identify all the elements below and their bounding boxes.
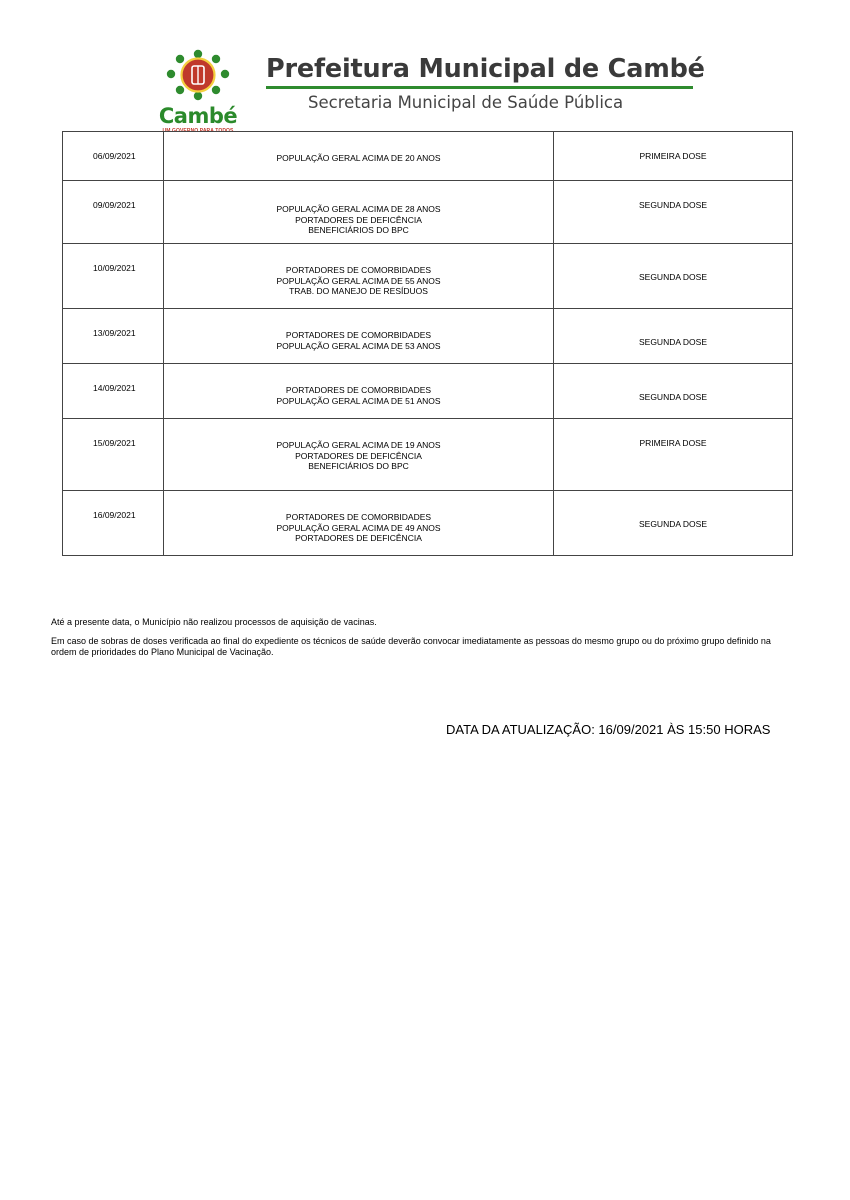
- target-group: PORTADORES DE COMORBIDADES: [285, 330, 432, 340]
- target-group: PORTADORES DE DEFICÊNCIA: [295, 214, 422, 225]
- cell-target-groups: [164, 244, 554, 309]
- cambe-emblem-icon: [152, 48, 244, 108]
- table-row: [63, 132, 793, 181]
- logo-wordmark: Cambé: [158, 104, 238, 128]
- target-group: TRAB. DO MANEJO DE RESÍDUOS: [289, 286, 428, 296]
- vaccination-schedule-table: [62, 131, 793, 556]
- logo-slogan: UM GOVERNO PARA TODOS: [162, 128, 234, 134]
- table-row: [63, 181, 793, 244]
- acquisition-note: Até a presente data, o Município não realizou processos de aquisição de vacinas.: [51, 617, 377, 627]
- target-group: PORTADORES DE COMORBIDADES: [285, 265, 432, 275]
- cell-date: 10/09/2021: [63, 244, 164, 309]
- target-group: PORTADORES DE COMORBIDADES: [285, 385, 432, 395]
- cell-dose: PRIMEIRA DOSE: [554, 132, 793, 181]
- target-group: PORTADORES DE COMORBIDADES: [285, 512, 432, 522]
- cell-dose: SEGUNDA DOSE: [554, 244, 793, 309]
- target-group: POPULAÇÃO GERAL ACIMA DE 19 ANOS: [276, 440, 441, 450]
- cell-target-groups: [164, 419, 554, 491]
- target-group: PORTADORES DE DEFICÊNCIA: [295, 533, 422, 543]
- target-group: BENEFICIÁRIOS DO BPC: [308, 225, 409, 235]
- cell-target-groups: [164, 364, 554, 419]
- cell-date: 13/09/2021: [63, 309, 164, 364]
- cell-date: 16/09/2021: [63, 491, 164, 556]
- target-group: POPULAÇÃO GERAL ACIMA DE 53 ANOS: [276, 340, 441, 351]
- cell-target-groups: [164, 309, 554, 364]
- cell-dose: SEGUNDA DOSE: [554, 364, 793, 419]
- logo: [152, 48, 244, 136]
- target-group: POPULAÇÃO GERAL ACIMA DE 28 ANOS: [276, 204, 441, 214]
- cell-target-groups: [164, 132, 554, 181]
- target-group: POPULAÇÃO GERAL ACIMA DE 20 ANOS: [276, 153, 441, 163]
- cell-date: 14/09/2021: [63, 364, 164, 419]
- cell-dose: SEGUNDA DOSE: [554, 181, 793, 244]
- target-group: POPULAÇÃO GERAL ACIMA DE 49 ANOS: [276, 522, 441, 533]
- cell-date: 15/09/2021: [63, 419, 164, 491]
- target-group: PORTADORES DE DEFICÊNCIA: [295, 450, 422, 461]
- table-row: [63, 491, 793, 556]
- cell-target-groups: [164, 181, 554, 244]
- table-row: [63, 244, 793, 309]
- leftover-doses-note: Em caso de sobras de doses verificada ao final do expediente os técnicos de saúde deverão convocar imediatamente as pessoas do mesmo grupo ou do próximo grupo definido na ordem de prioridades do Plano Municipal de Vacinação.: [51, 636, 771, 657]
- cell-dose: SEGUNDA DOSE: [554, 491, 793, 556]
- header-divider: [266, 86, 693, 89]
- table-row: [63, 364, 793, 419]
- cell-date: 09/09/2021: [63, 181, 164, 244]
- cell-date: 06/09/2021: [63, 132, 164, 181]
- table-row: [63, 419, 793, 491]
- target-group: POPULAÇÃO GERAL ACIMA DE 51 ANOS: [276, 395, 441, 406]
- page-subtitle: Secretaria Municipal de Saúde Pública: [308, 93, 624, 112]
- table-row: [63, 309, 793, 364]
- update-timestamp: DATA DA ATUALIZAÇÃO: 16/09/2021 ÀS 15:50 HORAS: [446, 722, 771, 737]
- cell-target-groups: [164, 491, 554, 556]
- target-group: BENEFICIÁRIOS DO BPC: [308, 461, 409, 471]
- page-title: Prefeitura Municipal de Cambé: [266, 54, 705, 84]
- cell-dose: SEGUNDA DOSE: [554, 309, 793, 364]
- cell-dose: PRIMEIRA DOSE: [554, 419, 793, 491]
- target-group: POPULAÇÃO GERAL ACIMA DE 55 ANOS: [276, 275, 441, 286]
